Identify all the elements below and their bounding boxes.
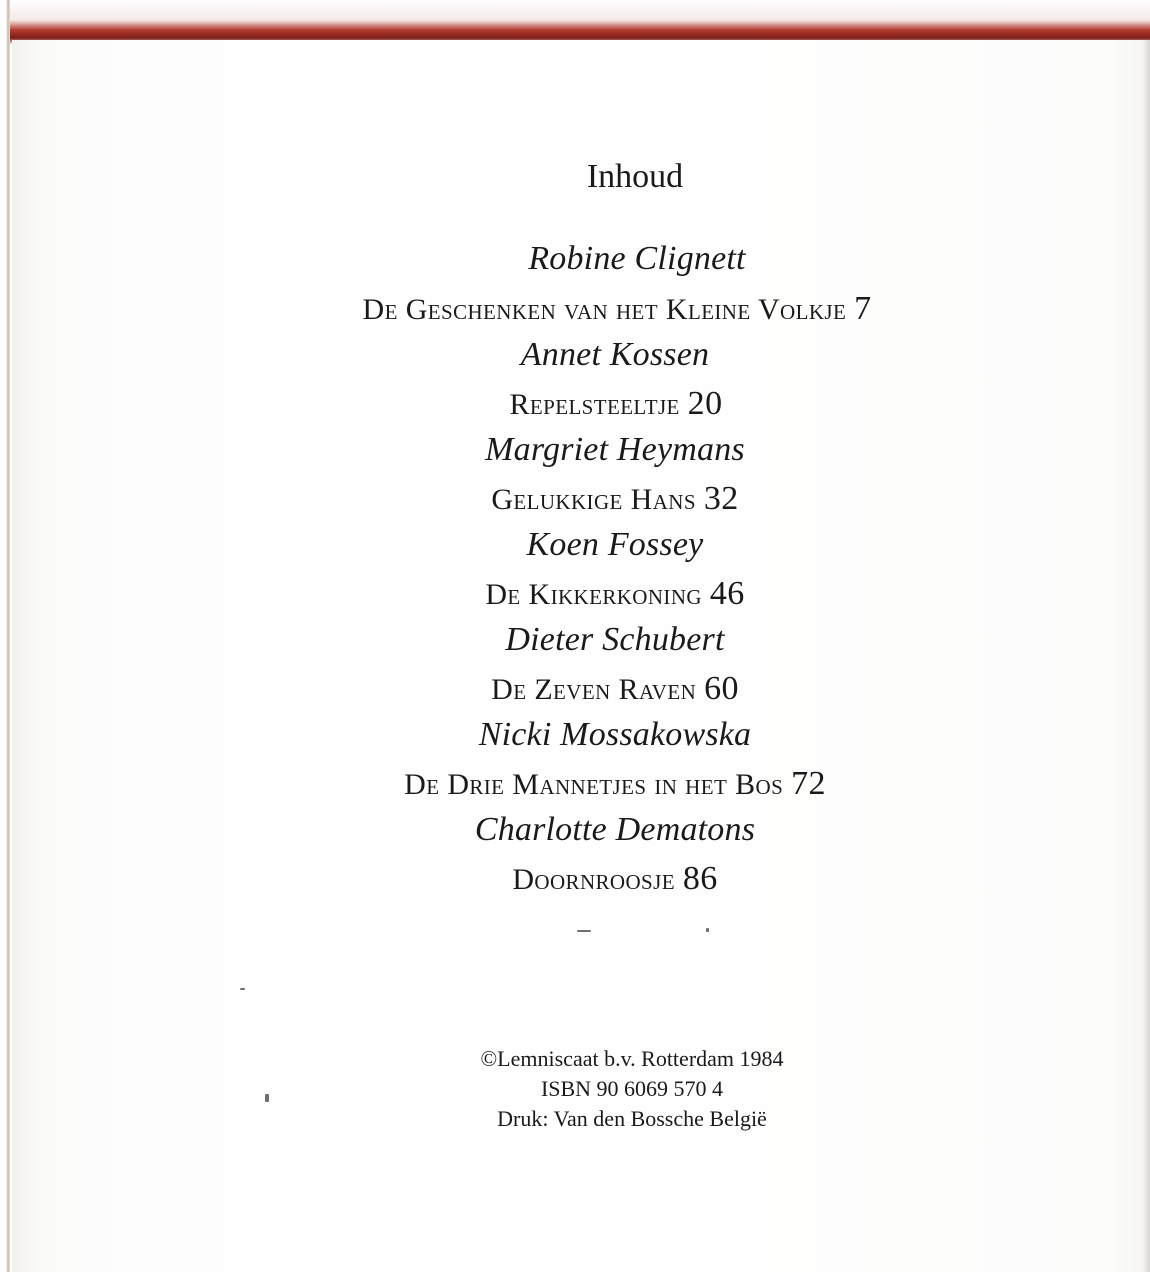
- toc-entry-title: [41, 385, 1150, 423]
- toc-title-text: De Drie Mannetjes in het Bos: [404, 768, 784, 801]
- toc-page-number: 46: [709, 575, 745, 612]
- colophon-printer: Druk: Van den Bossche België: [497, 1106, 767, 1131]
- page-title: Inhoud: [586, 158, 684, 195]
- toc-page-number: 60: [704, 670, 739, 707]
- colophon-isbn: ISBN 90 6069 570 4: [540, 1076, 724, 1101]
- toc-title-text: De Zeven Raven: [491, 673, 697, 706]
- toc-author: Dieter Schubert: [505, 621, 725, 658]
- scan-speck: [240, 988, 245, 990]
- toc-author: Robine Clignett: [528, 240, 746, 277]
- toc-entry-title: [40, 575, 1150, 613]
- toc-page-number: 7: [854, 290, 872, 327]
- scan-speck: [577, 930, 591, 932]
- toc-title-text: Repelsteeltje: [509, 388, 680, 421]
- scan-speck: [265, 1094, 269, 1102]
- toc-author: Nicki Mossakowska: [478, 716, 752, 753]
- toc-page-number: 72: [791, 765, 826, 802]
- toc-entry-title: [40, 670, 1150, 708]
- colophon-copyright: ©Lemniscaat b.v. Rotterdam 1984: [480, 1046, 784, 1071]
- toc-author: Margriet Heymans: [485, 431, 745, 468]
- toc-entry-title: [42, 290, 1150, 328]
- toc-author: Koen Fossey: [526, 526, 704, 563]
- toc-title-text: Gelukkige Hans: [491, 483, 696, 516]
- toc-entry-title: [40, 480, 1150, 518]
- toc-entry-title: [40, 765, 1150, 803]
- toc-title-text: De Geschenken van het Kleine Volkje: [362, 293, 847, 326]
- toc-entry-title: [40, 860, 1150, 898]
- scan-speck: [706, 928, 709, 932]
- toc-title-text: Doornroosje: [512, 863, 675, 896]
- toc-title-text: De Kikkerkoning: [485, 578, 702, 611]
- book-cover-edge-top: [10, 0, 1150, 44]
- book-cover-edge-left: [0, 0, 10, 1272]
- toc-page-number: 86: [682, 860, 718, 897]
- toc-page-number: 32: [703, 480, 739, 517]
- toc-author: Annet Kossen: [520, 336, 710, 373]
- toc-author: Charlotte Dematons: [474, 811, 756, 848]
- toc-page-number: 20: [687, 385, 723, 422]
